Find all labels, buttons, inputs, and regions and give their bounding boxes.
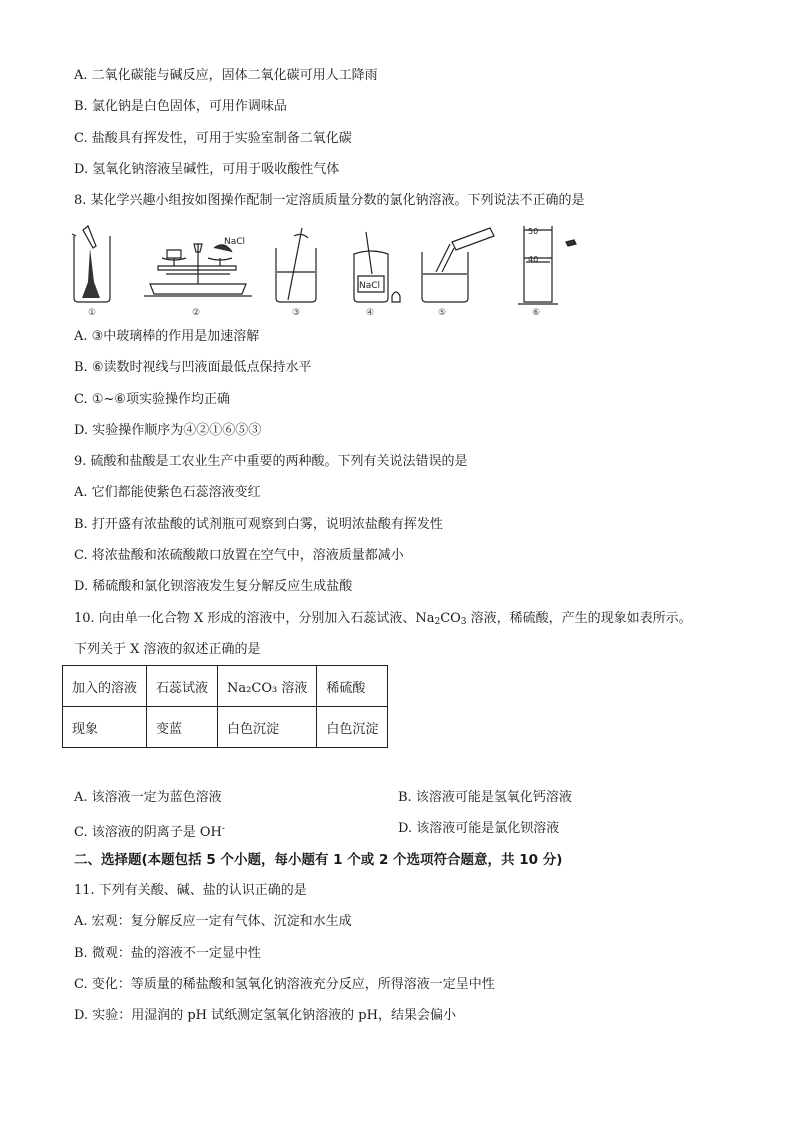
step-label-3: ③ — [292, 308, 301, 318]
table-cell: 白色沉淀 — [218, 707, 317, 748]
nacl-balance-label: NaCl — [224, 237, 246, 247]
cylinder-mark-40: 40 — [528, 255, 539, 264]
step5-pouring-liquid — [422, 228, 494, 302]
q10-stem — [74, 611, 692, 630]
table-header-cell: Na₂CO₃ 溶液 — [218, 666, 317, 707]
q10-stem-sub-1: 2 — [434, 617, 441, 627]
q7-option-a: A. 二氧化碳能与碱反应，固体二氧化碳可用人工降雨 — [74, 68, 378, 83]
step3-beaker-stirring — [276, 228, 316, 302]
table-header-cell: 石蕊试液 — [147, 666, 218, 707]
q8-option-a: A. ③中玻璃棒的作用是加速溶解 — [74, 329, 260, 344]
section2-heading: 二、选择题(本题包括 5 个小题，每小题有 1 个或 2 个选项符合题意，共 10 分) — [74, 852, 563, 868]
q9-option-b: B. 打开盛有浓盐酸的试剂瓶可观察到白雾，说明浓盐酸有挥发性 — [74, 517, 443, 532]
table-cell: 白色沉淀 — [317, 707, 388, 748]
q11-option-a: A. 宏观：复分解反应一定有气体、沉淀和水生成 — [74, 914, 352, 929]
q10-stem-part-c: 溶液，稀硫酸，产生的现象如表所示。 — [466, 611, 692, 626]
table-header-cell: 加入的溶液 — [63, 666, 147, 707]
q8-option-b: B. ⑥读数时视线与凹液面最低点保持水平 — [74, 360, 312, 375]
q8-experiment-figure — [66, 222, 586, 318]
q9-option-a: A. 它们都能使紫色石蕊溶液变红 — [74, 485, 261, 500]
step-label-1: ① — [88, 308, 97, 318]
q10-option-c — [74, 821, 225, 841]
q10-stem-part-a: 10. 向由单一化合物 X 形成的溶液中，分别加入石蕊试液、Na — [74, 611, 435, 626]
q7-option-d: D. 氢氧化钠溶液呈碱性，可用于吸收酸性气体 — [74, 162, 340, 177]
step4-reagent-jar — [354, 232, 400, 302]
q8-stem: 8. 某化学兴趣小组按如图操作配制一定溶质质量分数的氯化钠溶液。下列说法不正确的是 — [74, 193, 585, 208]
table-row — [63, 707, 388, 748]
q11-option-b: B. 微观：盐的溶液不一定显中性 — [74, 946, 261, 961]
table-cell: 变蓝 — [147, 707, 218, 748]
q10-stem-line2: 下列关于 X 溶液的叙述正确的是 — [74, 642, 261, 657]
q10-option-c-sup: - — [221, 824, 225, 834]
q11-option-d: D. 实验：用湿润的 pH 试纸测定氢氧化钠溶液的 pH，结果会偏小 — [74, 1008, 456, 1023]
q8-option-d: D. 实验操作顺序为④②①⑥⑤③ — [74, 423, 262, 438]
cylinder-mark-50: 50 — [528, 227, 539, 236]
nacl-jar-label: NaCl — [359, 281, 381, 291]
q10-option-a: A. 该溶液一定为蓝色溶液 — [74, 790, 222, 805]
table-header-cell: 稀硫酸 — [317, 666, 388, 707]
q7-option-b: B. 氯化钠是白色固体，可用作调味品 — [74, 99, 287, 114]
q9-stem: 9. 硫酸和盐酸是工农业生产中重要的两种酸。下列有关说法错误的是 — [74, 454, 468, 469]
step-label-6: ⑥ — [532, 308, 541, 318]
q11-stem: 11. 下列有关酸、碱、盐的认识正确的是 — [74, 883, 307, 898]
step1-beaker-pouring — [72, 226, 110, 302]
table-cell: 现象 — [63, 707, 147, 748]
step2-balance — [144, 244, 252, 296]
q8-option-c: C. ①~⑥项实验操作均正确 — [74, 392, 230, 407]
q10-results-table — [62, 665, 388, 748]
step-label-2: ② — [192, 308, 201, 318]
step-label-5: ⑤ — [438, 308, 447, 318]
q10-stem-sub-2: 3 — [460, 617, 467, 627]
step-label-4: ④ — [366, 308, 375, 318]
q10-stem-part-b: CO — [440, 611, 461, 626]
q9-option-d: D. 稀硫酸和氯化钡溶液发生复分解反应生成盐酸 — [74, 579, 353, 594]
q10-option-c-text: C. 该溶液的阴离子是 OH — [74, 825, 222, 840]
q7-option-c: C. 盐酸具有挥发性，可用于实验室制备二氧化碳 — [74, 131, 352, 146]
step6-cylinder-reading — [518, 226, 576, 304]
table-row — [63, 666, 388, 707]
q9-option-c: C. 将浓盐酸和浓硫酸敞口放置在空气中，溶液质量都减小 — [74, 548, 404, 563]
q10-option-b: B. 该溶液可能是氢氧化钙溶液 — [398, 790, 572, 805]
q10-option-d: D. 该溶液可能是氯化钡溶液 — [398, 821, 560, 836]
q11-option-c: C. 变化：等质量的稀盐酸和氢氧化钠溶液充分反应，所得溶液一定呈中性 — [74, 977, 495, 992]
